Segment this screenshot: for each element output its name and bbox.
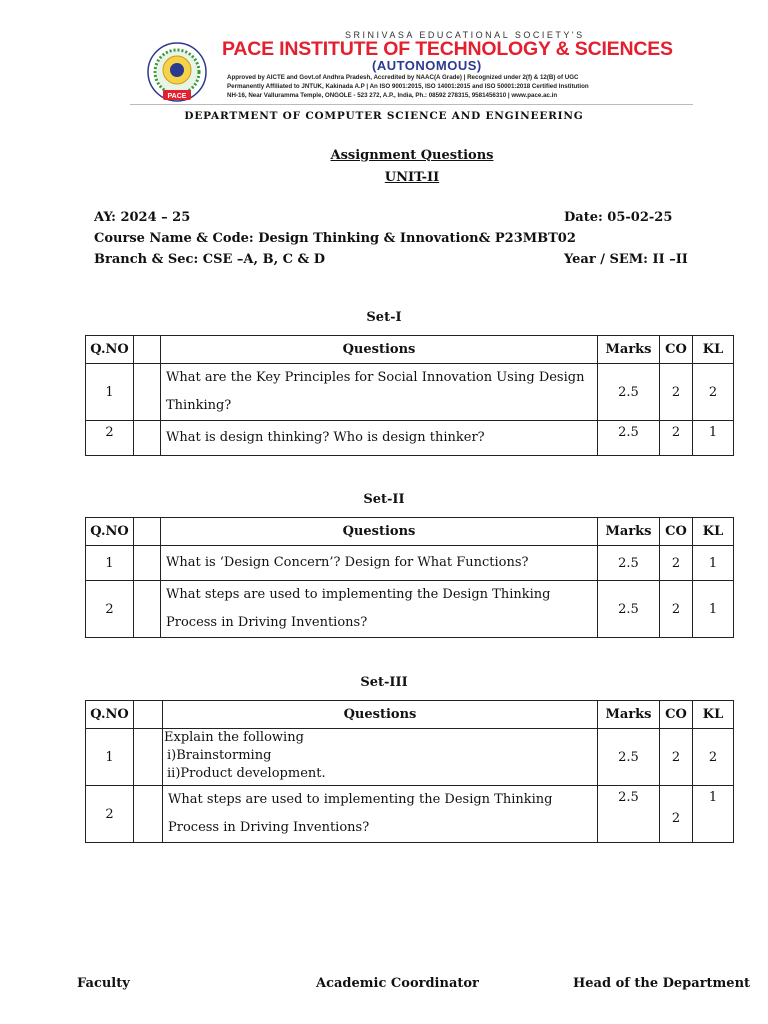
question-number: 1 <box>86 364 134 421</box>
college-logo <box>133 42 221 102</box>
year-semester: Year / SEM: II –II <box>564 252 688 267</box>
header-qno: Q.NO <box>86 701 134 729</box>
header-qno: Q.NO <box>86 336 134 364</box>
question-marks: 2.5 <box>598 546 660 581</box>
row-spacer <box>134 581 161 638</box>
question-number: 2 <box>86 786 134 843</box>
table-row <box>86 786 734 843</box>
question-line: ii)Product development. <box>167 766 326 781</box>
header-spacer <box>134 701 163 729</box>
logo-label: PACE <box>167 93 187 100</box>
faculty-signature: Faculty <box>77 976 130 991</box>
table-row <box>86 546 734 581</box>
question-table <box>85 335 734 456</box>
question-marks: 2.5 <box>598 364 660 421</box>
table-header-row <box>86 518 734 546</box>
header-kl: KL <box>693 518 734 546</box>
institute-name: PACE INSTITUTE OF TECHNOLOGY & SCIENCES <box>222 38 673 60</box>
question-marks: 2.5 <box>598 786 660 843</box>
question-kl: 2 <box>693 729 734 786</box>
header-questions: Questions <box>161 336 598 364</box>
row-spacer <box>134 546 161 581</box>
header-spacer <box>134 518 161 546</box>
header-questions: Questions <box>161 518 598 546</box>
question-text: What steps are used to implementing the Design Thinking Process in Driving Inventions? <box>163 786 598 843</box>
address-line: Approved by AICTE and Govt.of Andhra Pradesh, Accredited by NAAC(A Grade) | Recognized under 2(f) & 12(B) of UGC <box>227 74 579 81</box>
question-co: 2 <box>660 364 693 421</box>
question-kl: 1 <box>693 421 734 456</box>
question-kl: 1 <box>693 786 734 843</box>
header-questions: Questions <box>163 701 598 729</box>
hod-signature: Head of the Department <box>573 976 751 991</box>
question-kl: 2 <box>693 364 734 421</box>
society-name: SRINIVASA EDUCATIONAL SOCIETY'S <box>345 30 585 40</box>
question-table <box>85 517 734 638</box>
set-title: Set-II <box>363 492 405 507</box>
question-marks: 2.5 <box>598 729 660 786</box>
autonomous-label: (AUTONOMOUS) <box>372 58 482 73</box>
branch-section: Branch & Sec: CSE –A, B, C & D <box>94 252 326 267</box>
header-co: CO <box>660 701 693 729</box>
header-qno: Q.NO <box>86 518 134 546</box>
date: Date: 05-02-25 <box>564 210 673 225</box>
question-text: What are the Key Principles for Social Innovation Using Design Thinking? <box>161 364 598 421</box>
course-name: Course Name & Code: Design Thinking & Innovation& P23MBT02 <box>94 231 576 246</box>
question-marks: 2.5 <box>598 581 660 638</box>
header-co: CO <box>660 336 693 364</box>
question-line: Explain the following <box>164 730 304 745</box>
header-divider <box>130 104 693 105</box>
row-spacer <box>134 421 161 456</box>
question-text: What is ‘Design Concern’? Design for What Functions? <box>161 546 598 581</box>
question-marks: 2.5 <box>598 421 660 456</box>
table-row <box>86 581 734 638</box>
row-spacer <box>134 364 161 421</box>
header-spacer <box>134 336 161 364</box>
document-title: Assignment Questions <box>330 148 494 163</box>
header-marks: Marks <box>598 701 660 729</box>
question-number: 1 <box>86 729 134 786</box>
header-kl: KL <box>693 701 734 729</box>
academic-year: AY: 2024 – 25 <box>94 210 191 225</box>
set-title: Set-I <box>366 310 402 325</box>
question-number: 1 <box>86 546 134 581</box>
department-name: DEPARTMENT OF COMPUTER SCIENCE AND ENGINEERING <box>184 110 584 122</box>
question-co: 2 <box>660 581 693 638</box>
header-co: CO <box>660 518 693 546</box>
table-row <box>86 421 734 456</box>
address-line: NH-16, Near Valluramma Temple, ONGOLE - 523 272, A.P., India, Ph.: 08592 278315, 9581456310 | www.pace.ac.in <box>227 92 558 99</box>
header-marks: Marks <box>598 336 660 364</box>
question-line: i)Brainstorming <box>167 748 272 763</box>
address-line: Permanently Affiliated to JNTUK, Kakinada A.P | An ISO 9001:2015, ISO 14001:2015 and ISO 50001:2018 Certified Institution <box>227 83 589 90</box>
question-co: 2 <box>660 786 693 843</box>
coordinator-signature: Academic Coordinator <box>316 976 479 991</box>
unit-title: UNIT-II <box>384 170 440 185</box>
header-marks: Marks <box>598 518 660 546</box>
question-text: What is design thinking? Who is design thinker? <box>161 421 598 456</box>
table-header-row <box>86 701 734 729</box>
table-header-row <box>86 336 734 364</box>
question-kl: 1 <box>693 581 734 638</box>
question-co: 2 <box>660 546 693 581</box>
question-co: 2 <box>660 729 693 786</box>
row-spacer <box>134 786 163 843</box>
question-kl: 1 <box>693 546 734 581</box>
set-title: Set-III <box>360 675 408 690</box>
header-kl: KL <box>693 336 734 364</box>
row-spacer <box>134 729 163 786</box>
question-text: What steps are used to implementing the Design Thinking Process in Driving Inventions? <box>161 581 598 638</box>
question-number: 2 <box>86 581 134 638</box>
question-text <box>163 729 598 786</box>
table-row <box>86 364 734 421</box>
table-row <box>86 729 734 786</box>
question-co: 2 <box>660 421 693 456</box>
question-table <box>85 700 734 843</box>
question-number: 2 <box>86 421 134 456</box>
